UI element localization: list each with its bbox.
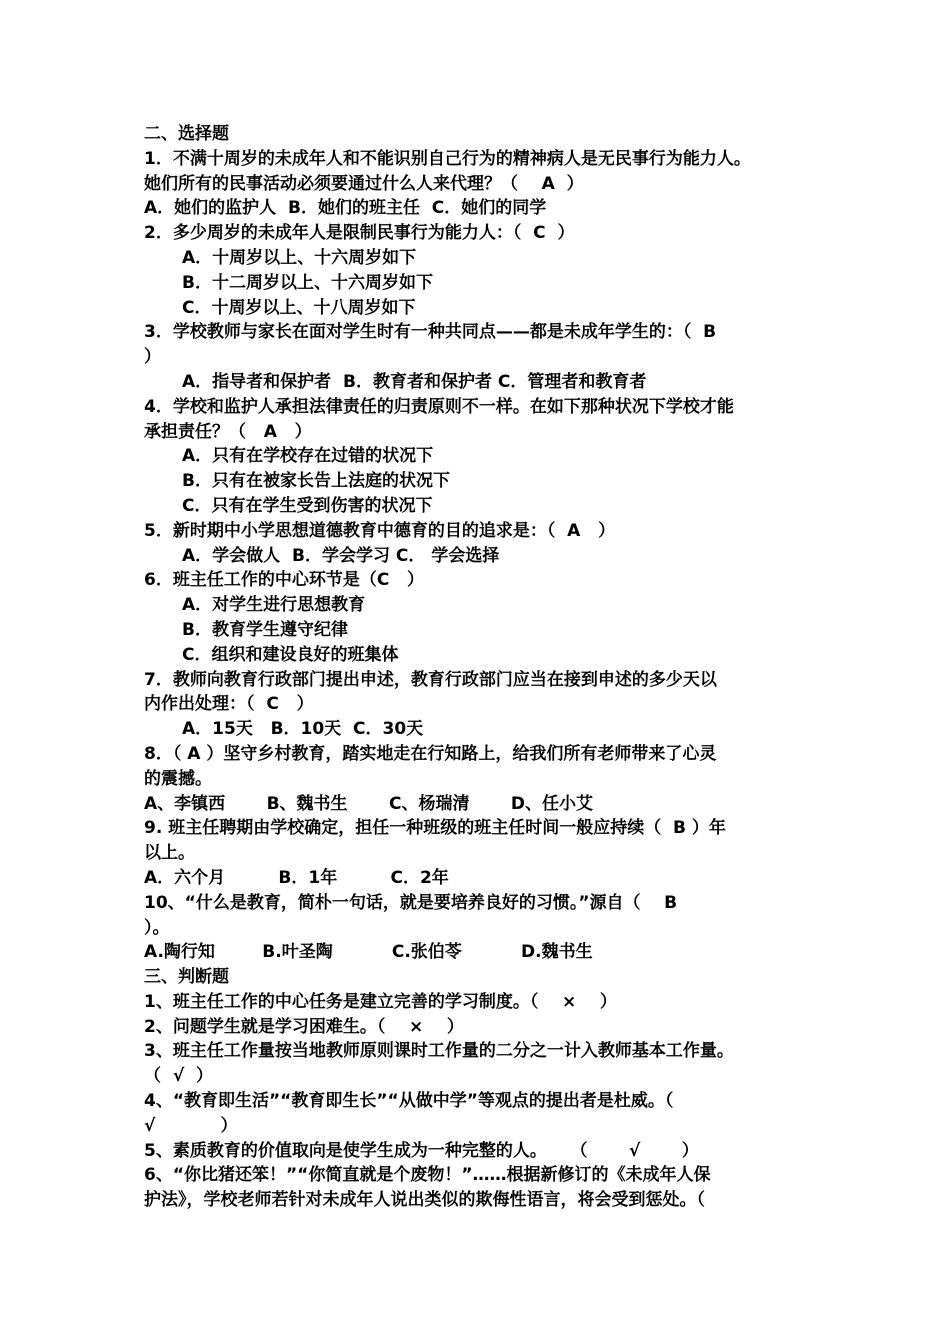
judgment-line: （ √ ）: [144, 1066, 214, 1087]
document-page: [144, 122, 824, 1213]
question-line: 8．（ A ）坚守乡村教育，踏实地走在行知路上，给我们所有老师带来了心灵: [144, 743, 717, 764]
question-line: 10、“什么是教育，简朴一句话，就是要培养良好的习惯。”源自（ B: [144, 892, 678, 913]
judgment-line: 护法》，学校老师若针对未成年人说出类似的欺侮性语言，将会受到惩处。（: [144, 1190, 705, 1211]
question-line: 内作出处理：（ C ）: [144, 694, 314, 715]
options-line: A．六个月 B．1年 C．2年: [144, 867, 449, 888]
question-line: 承担责任？（ A ）: [144, 421, 312, 442]
judgment-line: √ ）: [144, 1115, 238, 1136]
question-line: 6．班主任工作的中心环节是（C ）: [144, 570, 425, 591]
section-heading: 三、判断题: [144, 967, 229, 988]
option-line: A．指导者和保护者 B．教育者和保护者 C．管理者和教育者: [182, 371, 647, 392]
question-line: 2．多少周岁的未成年人是限制民事行为能力人：（ C ）: [144, 223, 575, 244]
option-line: B．教育学生遵守纪律: [182, 619, 348, 640]
option-line: A．学会做人 B．学会学习 C． 学会选择: [182, 545, 500, 566]
option-line: A．15天 B．10天 C．30天: [182, 719, 424, 740]
option-line: C．组织和建设良好的班集体: [182, 644, 399, 665]
judgment-line: 6、“你比猪还笨！”“你简直就是个废物！”……根据新修订的《未成年人保: [144, 1165, 711, 1186]
question-line: 4．学校和监护人承担法律责任的归责原则不一样。在如下那种状况下学校才能: [144, 396, 734, 417]
judgment-line: 3、班主任工作量按当地教师原则课时工作量的二分之一计入教师基本工作量。: [144, 1041, 734, 1062]
question-line: 她们所有的民事活动必须要通过什么人来代理？（ A ）: [144, 173, 584, 194]
judgment-line: 1、班主任工作的中心任务是建立完善的学习制度。（ × ）: [144, 991, 617, 1012]
question-line: 的震撼。: [144, 768, 212, 789]
option-line: B．只有在被家长告上法庭的状况下: [182, 471, 450, 492]
section-heading: 二、选择题: [144, 124, 229, 144]
option-line: B．十二周岁以上、十六周岁如下: [182, 272, 433, 293]
judgment-line: 2、问题学生就是学习困难生。（ × ）: [144, 1016, 464, 1037]
options-line: A、李镇西 B、魏书生 C、杨瑞清 D、任小艾: [144, 793, 593, 814]
option-line: A．对学生进行思想教育: [182, 595, 366, 616]
option-line: A．十周岁以上、十六周岁如下: [182, 247, 417, 268]
options-line: A.陶行知 B.叶圣陶 C.张伯苓 D.魏书生: [144, 942, 593, 963]
option-line: C．只有在学生受到伤害的状况下: [182, 495, 433, 516]
question-line: 以上。: [144, 843, 195, 864]
question-line: 7．教师向教育行政部门提出申述，教育行政部门应当在接到申述的多少天以: [144, 669, 717, 690]
option-line: A．只有在学校存在过错的状况下: [182, 446, 434, 467]
options-line: A．她们的监护人 B．她们的班主任 C．她们的同学: [144, 198, 547, 219]
judgment-line: 5、素质教育的价值取向是使学生成为一种完整的人。 （ √ ）: [144, 1140, 699, 1161]
question-line: 3．学校教师与家长在面对学生时有一种共同点——都是未成年学生的：（ B: [144, 322, 717, 343]
question-line: ）: [144, 347, 161, 368]
judgment-line: 4、“教育即生活”“教育即生长”“从做中学”等观点的提出者是杜威。（: [144, 1091, 674, 1112]
option-line: C．十周岁以上、十八周岁如下: [182, 297, 416, 318]
question-line: ）。: [144, 917, 170, 938]
question-line: 5．新时期中小学思想道德教育中德育的目的追求是：（ A ）: [144, 520, 616, 541]
question-line: 1．不满十周岁的未成年人和不能识别自己行为的精神病人是无民事行为能力人。: [144, 148, 751, 169]
question-line: 9. 班主任聘期由学校确定，担任一种班级的班主任时间一般应持续（ B ）年: [144, 818, 726, 839]
